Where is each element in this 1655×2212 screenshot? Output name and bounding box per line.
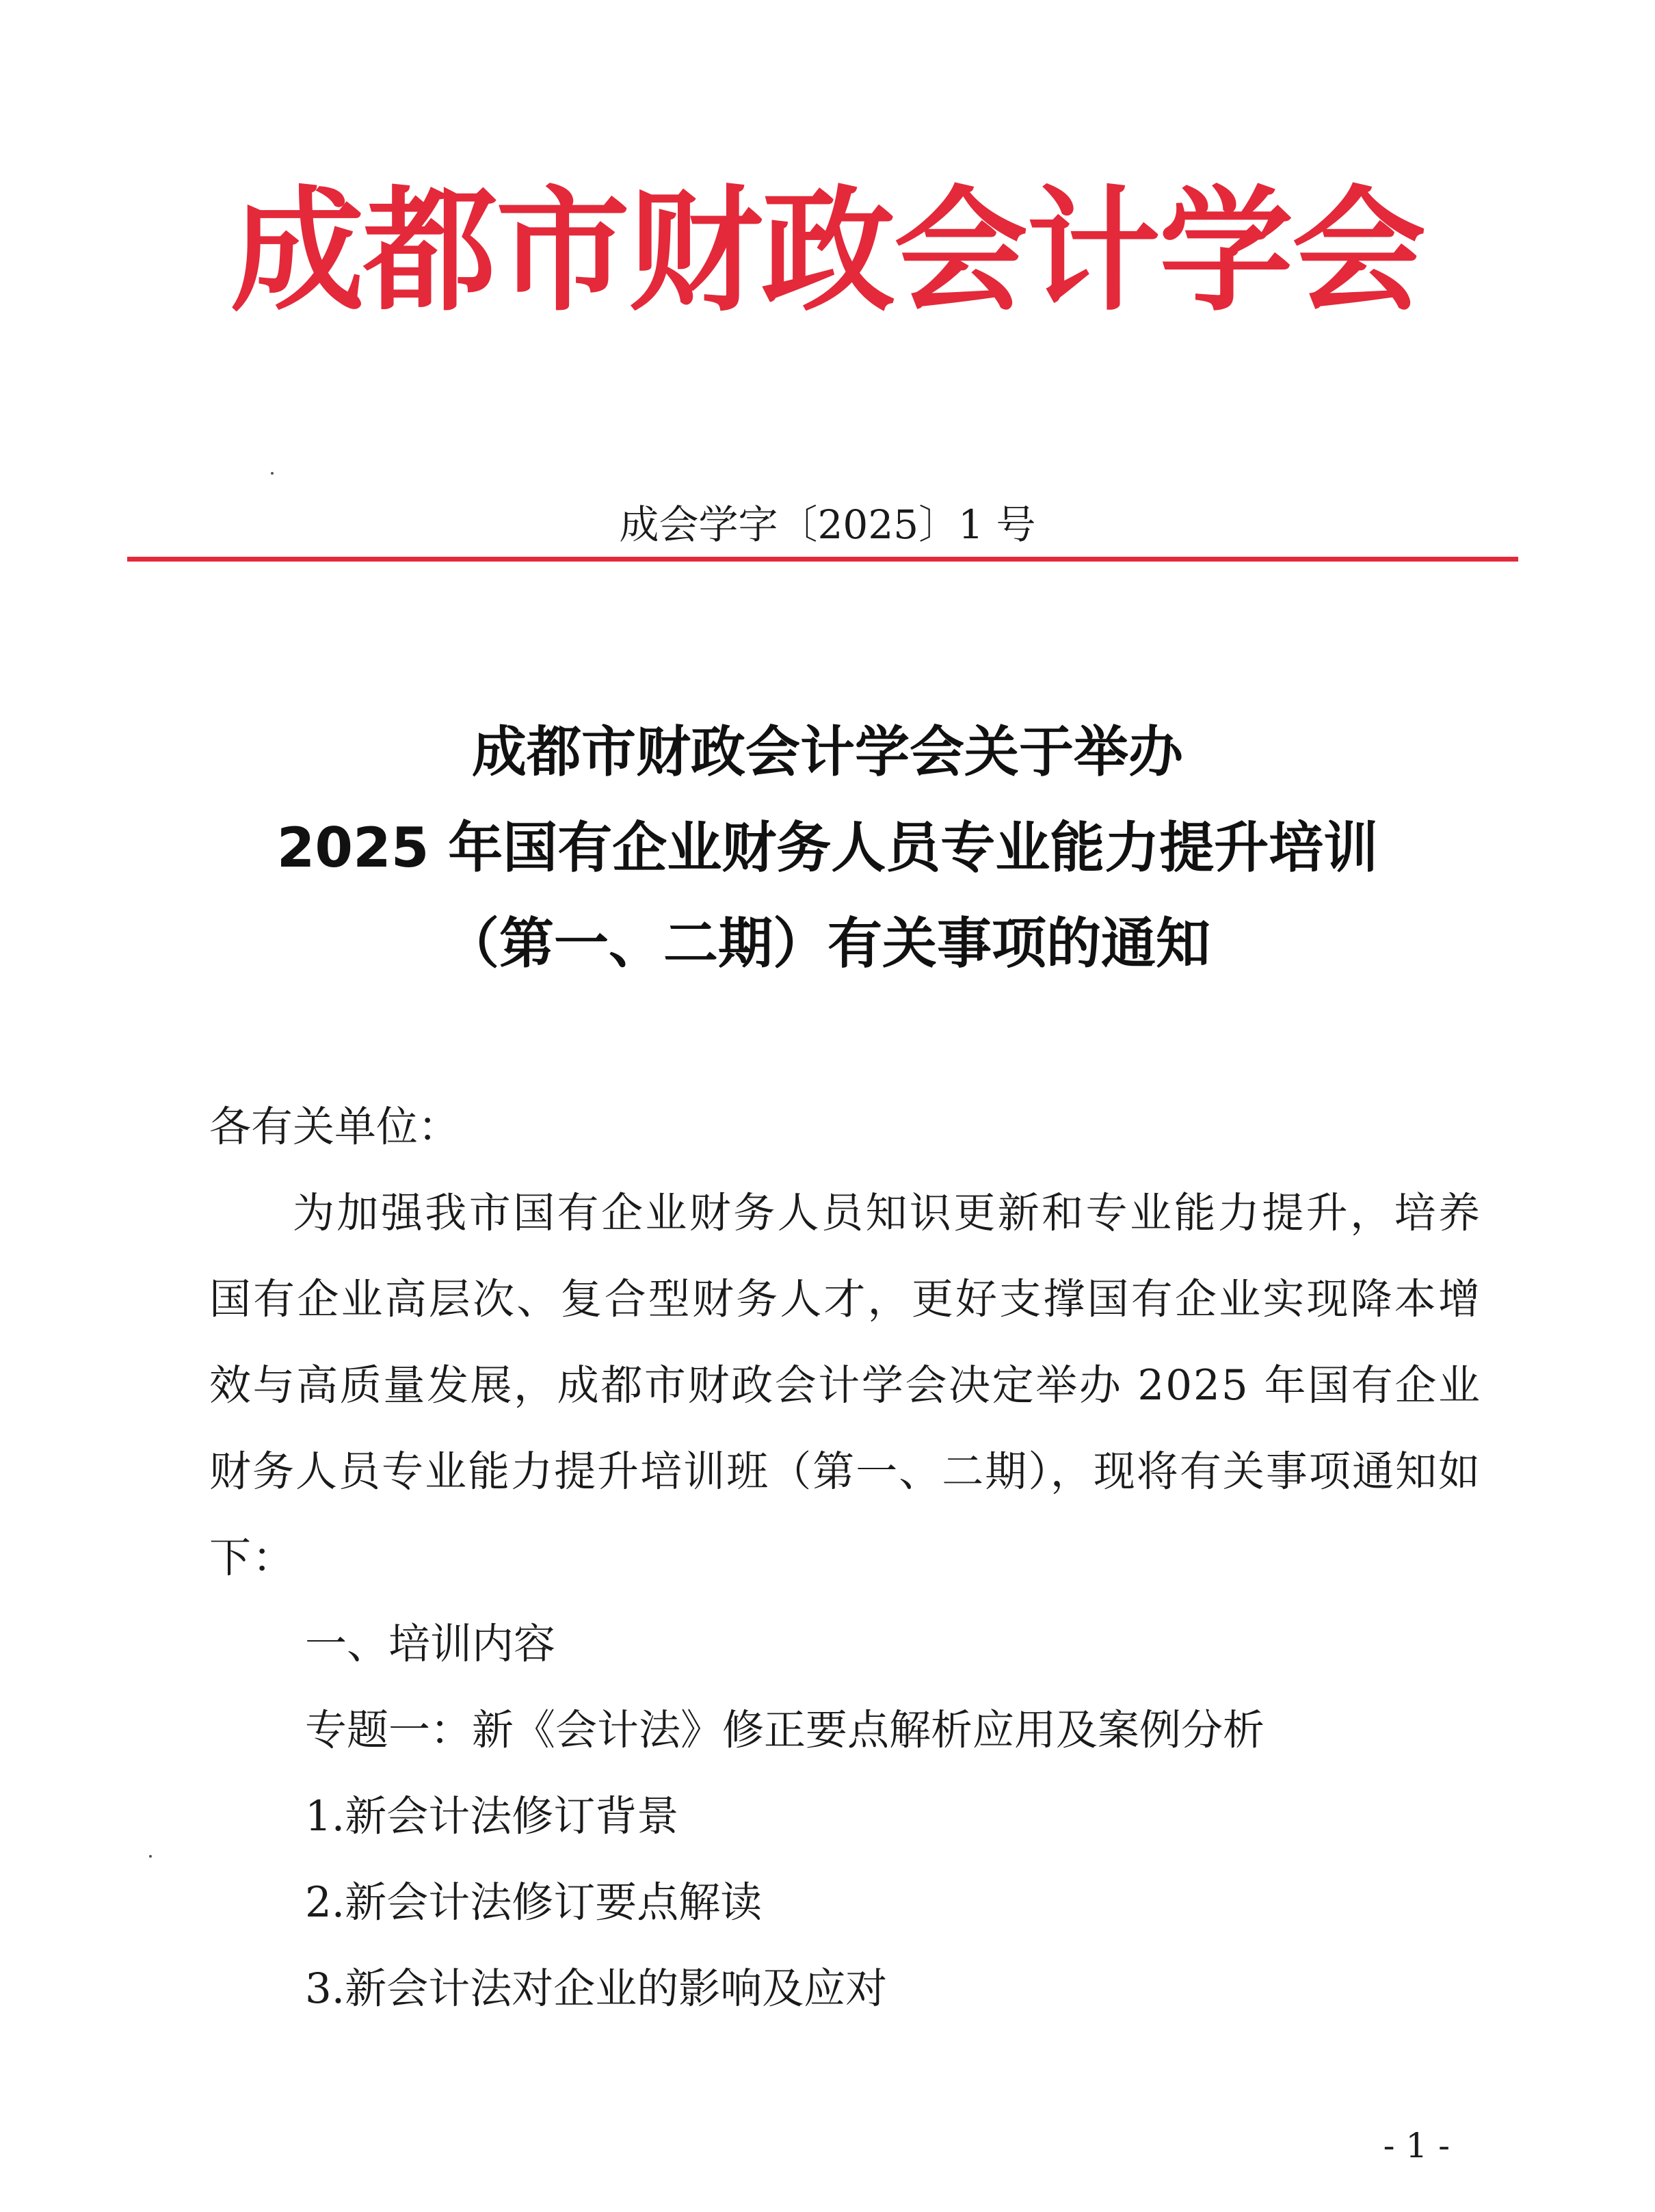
masthead-org-name: 成都市财政会计学会 bbox=[230, 174, 1425, 330]
salutation: 各有关单位： bbox=[209, 1103, 460, 1151]
title-line-2: 2025 年国有企业财务人员专业能力提升培训 bbox=[276, 816, 1379, 880]
page-number: - 1 - bbox=[1383, 2126, 1450, 2165]
notice-body bbox=[209, 1084, 1481, 2032]
list-item: 2.新会计法修订要点解读 bbox=[305, 1878, 763, 1927]
list-item: 3.新会计法对企业的影响及应对 bbox=[305, 1964, 888, 2013]
scan-speck bbox=[271, 472, 274, 475]
list-item: 1.新会计法修订背景 bbox=[305, 1792, 679, 1841]
title-line-1: 成都市财政会计学会关于举办 bbox=[472, 720, 1183, 784]
intro-paragraph: 为加强我市国有企业财务人员知识更新和专业能力提升，培养国有企业高层次、复合型财务人才，更好支撑国有企业实现降本增效与高质量发展，成都市财政会计学会决定举办 2025 年国有企业财务人员专业能力提升培训班（第一、二期），现将有关事项通知如下： bbox=[209, 1189, 1481, 1582]
masthead-red-rule bbox=[127, 557, 1518, 562]
title-line-3: （第一、二期）有关事项的通知 bbox=[445, 912, 1210, 975]
notice-title bbox=[0, 705, 1655, 992]
scan-speck bbox=[149, 1855, 152, 1858]
document-number: 成会学字〔2025〕1 号 bbox=[619, 501, 1036, 548]
section-heading: 一、培训内容 bbox=[305, 1620, 556, 1668]
topic-title: 专题一：新《会计法》修正要点解析应用及案例分析 bbox=[305, 1706, 1265, 1754]
